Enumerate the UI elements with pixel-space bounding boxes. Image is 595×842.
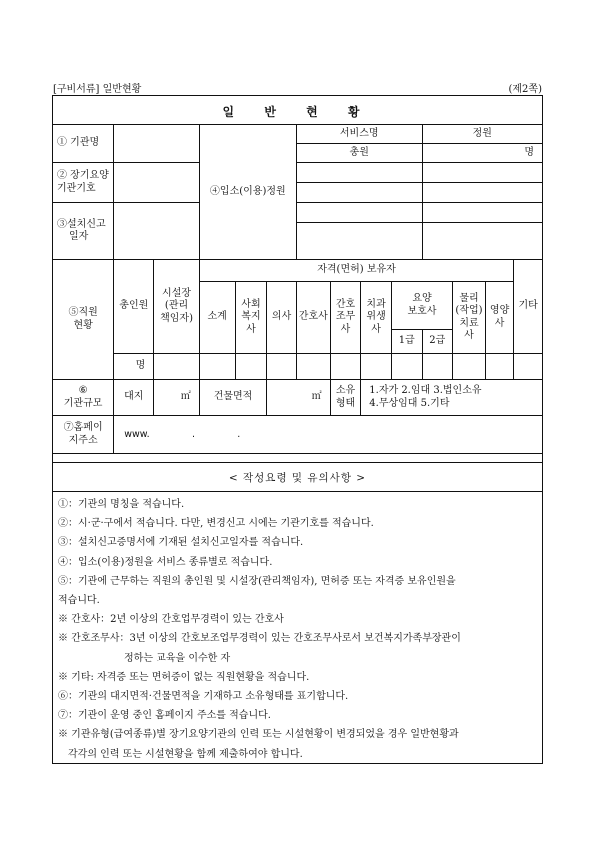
guide-line: ※ 간호사：2년 이상의 간호업무경력이 있는 간호사 [58, 614, 284, 626]
install-date-field[interactable] [114, 203, 200, 260]
therapist-header: 물리 (작업) 치료 사 [453, 282, 486, 354]
service-name-header: 서비스명 [296, 125, 422, 144]
staff-total-cell[interactable]: 명 [114, 354, 154, 380]
service-name-cell-2[interactable] [296, 183, 422, 203]
building-area-label: 건물면적 [199, 380, 267, 416]
other-cell[interactable] [514, 354, 543, 380]
therapist-cell[interactable] [453, 354, 486, 380]
caregiver-grade1-cell[interactable] [391, 354, 422, 380]
director-header: 시설장 (관리 책임자) [154, 260, 199, 354]
guide-line: 각각의 인력 또는 시설현황을 함께 제출하여야 합니다. [68, 748, 303, 760]
service-name-cell-1[interactable] [296, 163, 422, 183]
scale-label: ⑥ 기관규모 [53, 380, 114, 416]
quota-cell-4[interactable] [422, 223, 542, 260]
org-name-field[interactable] [114, 125, 200, 163]
guide-line: ②：시·군·구에서 적습니다. 다만, 변경신고 시에는 기관기호를 적습니다. [58, 518, 374, 530]
guide-line: ※ 기타: 자격증 또는 면허증이 없는 직원현황을 적습니다. [58, 671, 310, 683]
guide-list [58, 495, 538, 764]
guide-line: ⑦：기관이 운영 중인 홈페이지 주소를 적습니다. [58, 710, 271, 722]
guide-line: ※ 간호조무사：3년 이상의 간호보조업무경력이 있는 간호조무사로서 보건복지가족부장관이 [58, 633, 461, 645]
nurse-aide-cell[interactable] [330, 354, 361, 380]
install-date-label: ③설치신고 일자 [53, 203, 114, 260]
land-label: 대지 [114, 380, 154, 416]
qualification-header: 자격(면허) 보유자 [199, 260, 514, 282]
guide-line: ⑤：기관에 근무하는 직원의 총인원 및 시설장(관리책임자), 면허증 또는 자격증 보유인원을 [58, 575, 456, 587]
document-category: [구비서류] 일반현황 [53, 84, 142, 95]
subtotal-header: 소계 [199, 282, 235, 354]
quota-header: 정원 [422, 125, 542, 144]
dental-hygienist-header: 치과 위생 사 [361, 282, 392, 354]
org-name-label: ① 기관명 [53, 125, 114, 163]
service-name-cell-4[interactable] [296, 223, 422, 260]
service-name-cell-3[interactable] [296, 203, 422, 223]
nurse-aide-header: 간호 조무 사 [330, 282, 361, 354]
doctor-header: 의사 [267, 282, 297, 354]
quota-cell-2[interactable] [422, 183, 542, 203]
caregiver-header: 요양 보호사 [391, 282, 452, 330]
dental-hygienist-cell[interactable] [361, 354, 392, 380]
building-area-field[interactable]: ㎡ [267, 380, 330, 416]
guide-line: ④：입소(이용)정원을 서비스 종류별로 적습니다. [58, 556, 273, 568]
total-unit: 명 [422, 144, 542, 163]
nutritionist-header: 영양 사 [485, 282, 514, 354]
director-cell[interactable] [154, 354, 199, 380]
capacity-label: ④입소(이용)정원 [199, 125, 296, 260]
nutritionist-cell[interactable] [485, 354, 514, 380]
doctor-cell[interactable] [267, 354, 297, 380]
ownership-options[interactable]: 1.자가 2.임대 3.법인소유 4.무상임대 5.기타 [361, 380, 543, 416]
guide-line: ※ 기관유형(급여종류)별 장기요양기관의 인력 또는 시설현황이 변경되었을 경우 일반현황과 [58, 729, 459, 741]
staff-label: ⑤직원 현황 [53, 260, 114, 380]
nurse-cell[interactable] [296, 354, 330, 380]
total-header: 총원 [296, 144, 422, 163]
ltc-code-field[interactable] [114, 163, 200, 203]
guide-line: 적습니다. [58, 595, 100, 607]
guide-title: < 작성요령 및 유의사항 > [52, 462, 543, 492]
homepage-field[interactable]: www. . . [114, 416, 543, 454]
caregiver-grade2-header: 2급 [422, 330, 453, 354]
ownership-label: 소유 형태 [330, 380, 361, 416]
social-worker-cell[interactable] [235, 354, 267, 380]
guide-line: ③：설치신고증명서에 기재된 설치신고일자를 적습니다. [58, 537, 304, 549]
quota-cell-1[interactable] [422, 163, 542, 183]
subtotal-cell[interactable] [199, 354, 235, 380]
caregiver-grade2-cell[interactable] [422, 354, 453, 380]
form-title: 일 반 현 황 [222, 104, 373, 119]
general-status-table [52, 124, 543, 454]
other-header: 기타 [514, 260, 543, 354]
land-area-field[interactable]: ㎡ [154, 380, 199, 416]
caregiver-grade1-header: 1급 [391, 330, 422, 354]
staff-total-header: 총인원 [114, 260, 154, 354]
guide-line: ①：기관의 명칭을 적습니다. [58, 499, 185, 510]
social-worker-header: 사회 복지 사 [235, 282, 267, 354]
guide-line: 정하는 교육을 이수한 자 [124, 652, 231, 664]
nurse-header: 간호사 [296, 282, 330, 354]
page-number: (제2쪽) [508, 84, 542, 95]
ltc-code-label: ② 장기요양 기관기호 [53, 163, 114, 203]
quota-cell-3[interactable] [422, 203, 542, 223]
homepage-label: ⑦홈페이 지주소 [53, 416, 114, 454]
guide-line: ⑥：기관의 대지면적·건물면적을 기재하고 소유형태를 표기합니다. [58, 691, 349, 703]
